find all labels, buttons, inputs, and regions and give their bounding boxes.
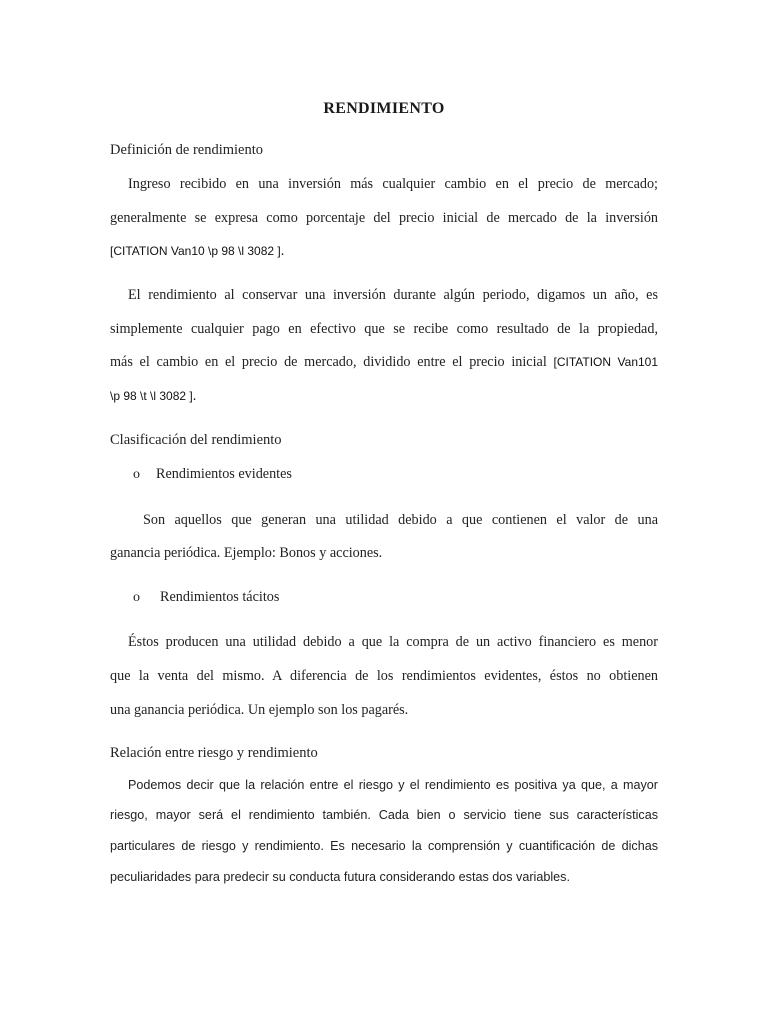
bullet-marker: o: [133, 467, 140, 482]
citation-field: [CITATION Van101: [553, 355, 659, 369]
paragraph-line: Ingreso recibido en una inversión más cualquier cambio en el precio de mercado;: [128, 176, 658, 192]
citation-field: \p 98 \t \l 3082 ]: [110, 389, 193, 403]
section-heading-definicion: Definición de rendimiento: [110, 142, 264, 158]
paragraph-line: riesgo, mayor será el rendimiento también. Cada bien o servicio tiene sus características: [110, 808, 658, 822]
paragraph-line-citation: [110, 388, 658, 405]
paragraph-line: El rendimiento al conservar una inversión durante algún periodo, digamos un año, es: [128, 287, 658, 303]
page-title: RENDIMIENTO: [323, 100, 445, 117]
paragraph-line: Éstos producen una utilidad debido a que la compra de un activo financiero es menor: [128, 634, 658, 650]
bullet-item-tacitos: [133, 589, 279, 606]
section-heading-clasificacion: Clasificación del rendimiento: [110, 432, 282, 448]
paragraph-line: Podemos decir que la relación entre el riesgo y el rendimiento es positiva ya que, a mayor: [128, 778, 658, 792]
period: .: [192, 388, 197, 404]
paragraph-line: ganancia periódica. Ejemplo: Bonos y acciones.: [110, 545, 383, 561]
bullet-item-evidentes: [133, 466, 292, 483]
paragraph-line-citation: [110, 243, 658, 260]
paragraph-line: simplemente cualquier pago en efectivo que se recibe como resultado de la propiedad,: [110, 321, 658, 337]
paragraph-text: más el cambio en el precio de mercado, dividido entre el precio inicial: [110, 354, 547, 370]
citation-field: [CITATION Van10 \p 98 \l 3082 ]: [110, 244, 281, 258]
paragraph-line-citation: [110, 354, 658, 371]
paragraph-line: que la venta del mismo. A diferencia de los rendimientos evidentes, éstos no obtienen: [110, 668, 658, 684]
paragraph-line: Son aquellos que generan una utilidad debido a que contienen el valor de una: [143, 512, 658, 528]
bullet-label: Rendimientos tácitos: [160, 589, 280, 605]
period: .: [280, 243, 285, 259]
paragraph-line: particulares de riesgo y rendimiento. Es necesario la comprensión y cuantificación de dichas: [110, 839, 658, 853]
section-heading-relacion: Relación entre riesgo y rendimiento: [110, 745, 318, 761]
bullet-label: Rendimientos evidentes: [156, 466, 292, 482]
paragraph-line: generalmente se expresa como porcentaje del precio inicial de mercado de la inversión: [110, 210, 658, 226]
paragraph-line: una ganancia periódica. Un ejemplo son los pagarés.: [110, 702, 409, 718]
paragraph-line: peculiaridades para predecir su conducta futura considerando estas dos variables.: [110, 870, 570, 884]
bullet-marker: o: [133, 590, 140, 605]
